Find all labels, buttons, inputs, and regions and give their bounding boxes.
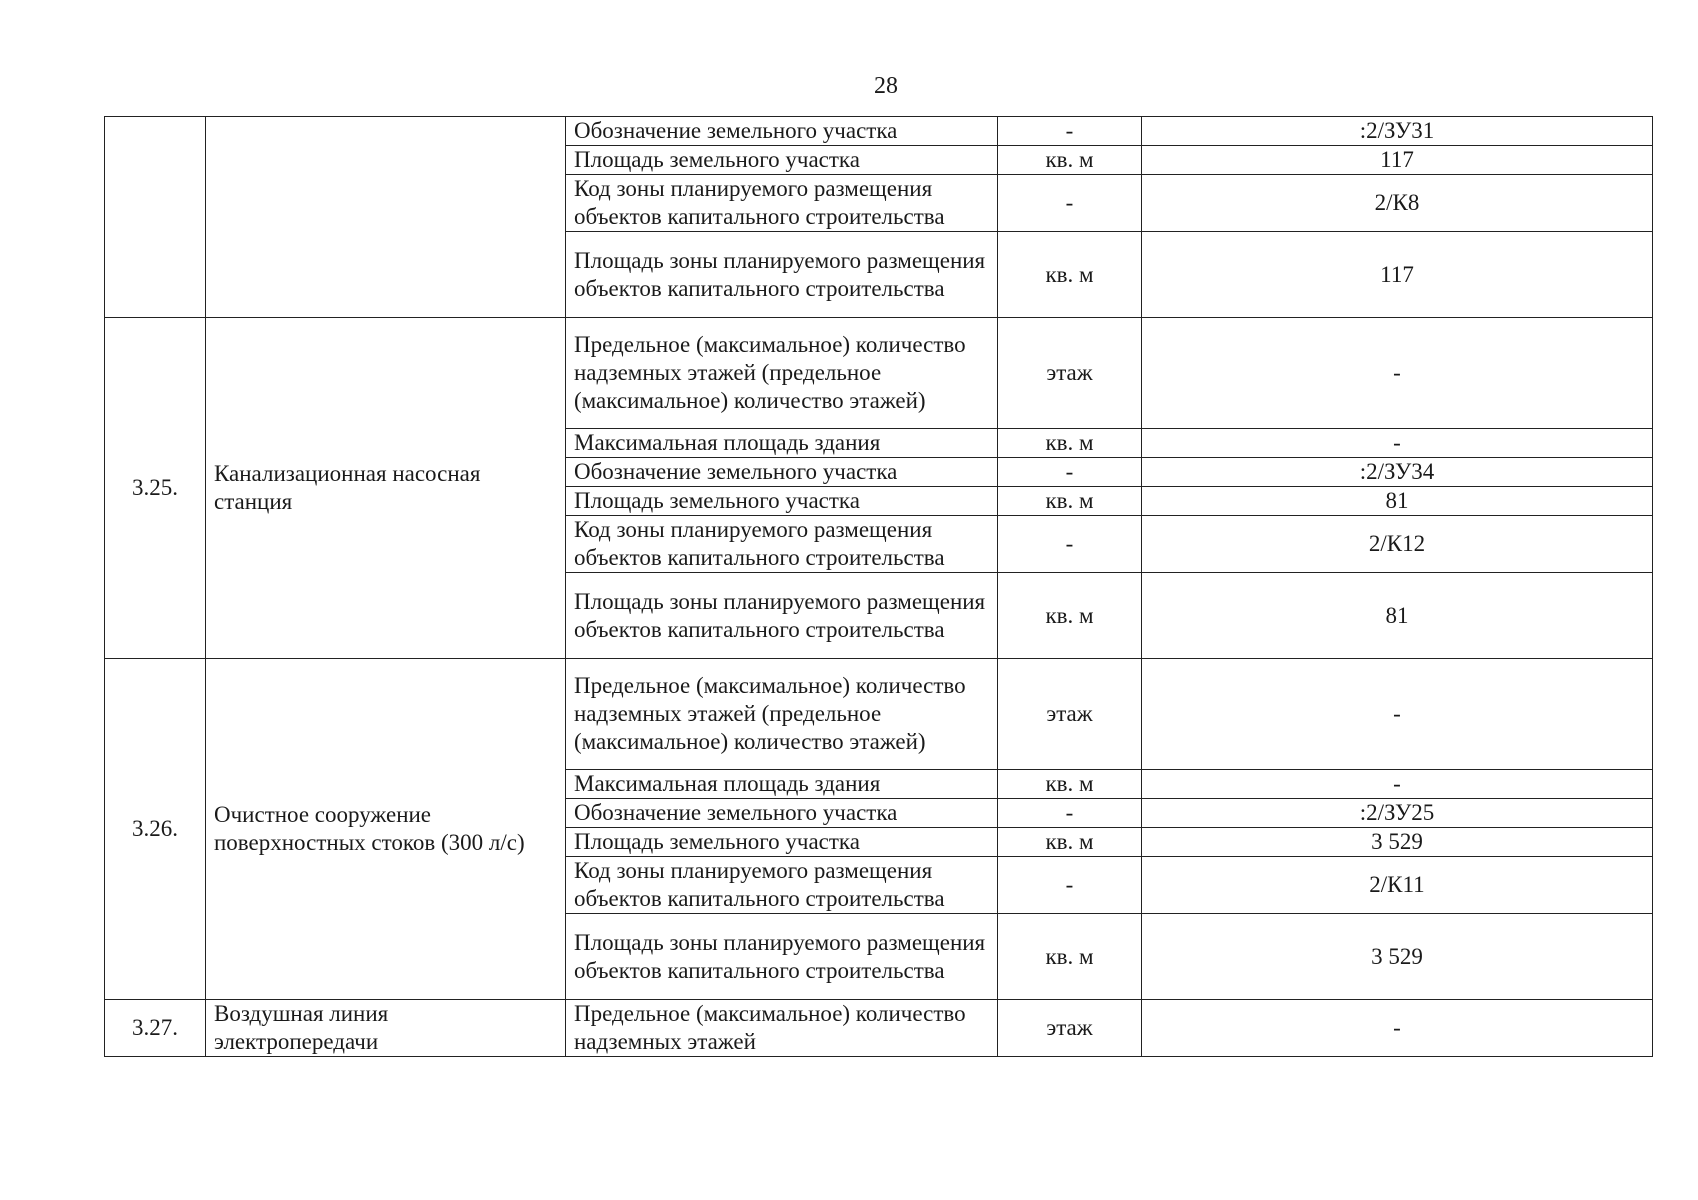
parameters-table xyxy=(104,116,1653,1057)
value-cell: :2/ЗУ25 xyxy=(1142,799,1653,828)
value-cell: - xyxy=(1142,659,1653,770)
value-cell: 81 xyxy=(1142,487,1653,516)
unit-cell: - xyxy=(998,799,1142,828)
page-number: 28 xyxy=(874,73,898,99)
item-number-cell: 3.25. xyxy=(105,318,206,659)
value-cell: - xyxy=(1142,770,1653,799)
value-cell: 117 xyxy=(1142,146,1653,175)
item-name-cell: Канализационная насосная станция xyxy=(206,318,566,659)
parameter-cell: Обозначение земельного участка xyxy=(566,117,998,146)
unit-cell: кв. м xyxy=(998,914,1142,1000)
parameter-cell: Код зоны планируемого размещения объектов капитального строительства xyxy=(566,857,998,914)
unit-cell: - xyxy=(998,117,1142,146)
item-number-cell xyxy=(105,117,206,318)
parameter-cell: Площадь зоны планируемого размещения объектов капитального строительства xyxy=(566,232,998,318)
unit-cell: кв. м xyxy=(998,429,1142,458)
value-cell: 2/К12 xyxy=(1142,516,1653,573)
table-row xyxy=(105,659,1653,770)
parameter-cell: Максимальная площадь здания xyxy=(566,770,998,799)
parameter-cell: Предельное (максимальное) количество надземных этажей (предельное (максимальное) количество этажей) xyxy=(566,659,998,770)
parameter-cell: Максимальная площадь здания xyxy=(566,429,998,458)
parameter-cell: Предельное (максимальное) количество надземных этажей xyxy=(566,1000,998,1057)
unit-cell: - xyxy=(998,458,1142,487)
unit-cell: кв. м xyxy=(998,770,1142,799)
unit-cell: - xyxy=(998,175,1142,232)
parameter-cell: Площадь земельного участка xyxy=(566,828,998,857)
item-number-cell: 3.26. xyxy=(105,659,206,1000)
parameter-cell: Площадь земельного участка xyxy=(566,487,998,516)
value-cell: :2/ЗУ34 xyxy=(1142,458,1653,487)
unit-cell: кв. м xyxy=(998,828,1142,857)
unit-cell: этаж xyxy=(998,659,1142,770)
parameter-cell: Код зоны планируемого размещения объектов капитального строительства xyxy=(566,516,998,573)
unit-cell: - xyxy=(998,857,1142,914)
unit-cell: кв. м xyxy=(998,232,1142,318)
item-number-cell: 3.27. xyxy=(105,1000,206,1057)
value-cell: - xyxy=(1142,429,1653,458)
value-cell: 2/К11 xyxy=(1142,857,1653,914)
unit-cell: этаж xyxy=(998,318,1142,429)
unit-cell: кв. м xyxy=(998,573,1142,659)
value-cell: 81 xyxy=(1142,573,1653,659)
parameter-cell: Код зоны планируемого размещения объектов капитального строительства xyxy=(566,175,998,232)
parameter-cell: Обозначение земельного участка xyxy=(566,799,998,828)
unit-cell: кв. м xyxy=(998,487,1142,516)
unit-cell: - xyxy=(998,516,1142,573)
unit-cell: кв. м xyxy=(998,146,1142,175)
table-row xyxy=(105,117,1653,146)
parameter-cell: Площадь зоны планируемого размещения объектов капитального строительства xyxy=(566,573,998,659)
value-cell: 3 529 xyxy=(1142,914,1653,1000)
parameter-cell: Площадь земельного участка xyxy=(566,146,998,175)
item-name-cell xyxy=(206,117,566,318)
parameter-cell: Обозначение земельного участка xyxy=(566,458,998,487)
value-cell: 2/К8 xyxy=(1142,175,1653,232)
table-row xyxy=(105,1000,1653,1057)
parameter-cell: Предельное (максимальное) количество надземных этажей (предельное (максимальное) количество этажей) xyxy=(566,318,998,429)
value-cell: - xyxy=(1142,1000,1653,1057)
item-name-cell: Очистное сооружение поверхностных стоков (300 л/с) xyxy=(206,659,566,1000)
value-cell: 117 xyxy=(1142,232,1653,318)
value-cell: :2/ЗУ31 xyxy=(1142,117,1653,146)
value-cell: 3 529 xyxy=(1142,828,1653,857)
parameter-cell: Площадь зоны планируемого размещения объектов капитального строительства xyxy=(566,914,998,1000)
table-row xyxy=(105,318,1653,429)
unit-cell: этаж xyxy=(998,1000,1142,1057)
value-cell: - xyxy=(1142,318,1653,429)
item-name-cell: Воздушная линия электропередачи xyxy=(206,1000,566,1057)
